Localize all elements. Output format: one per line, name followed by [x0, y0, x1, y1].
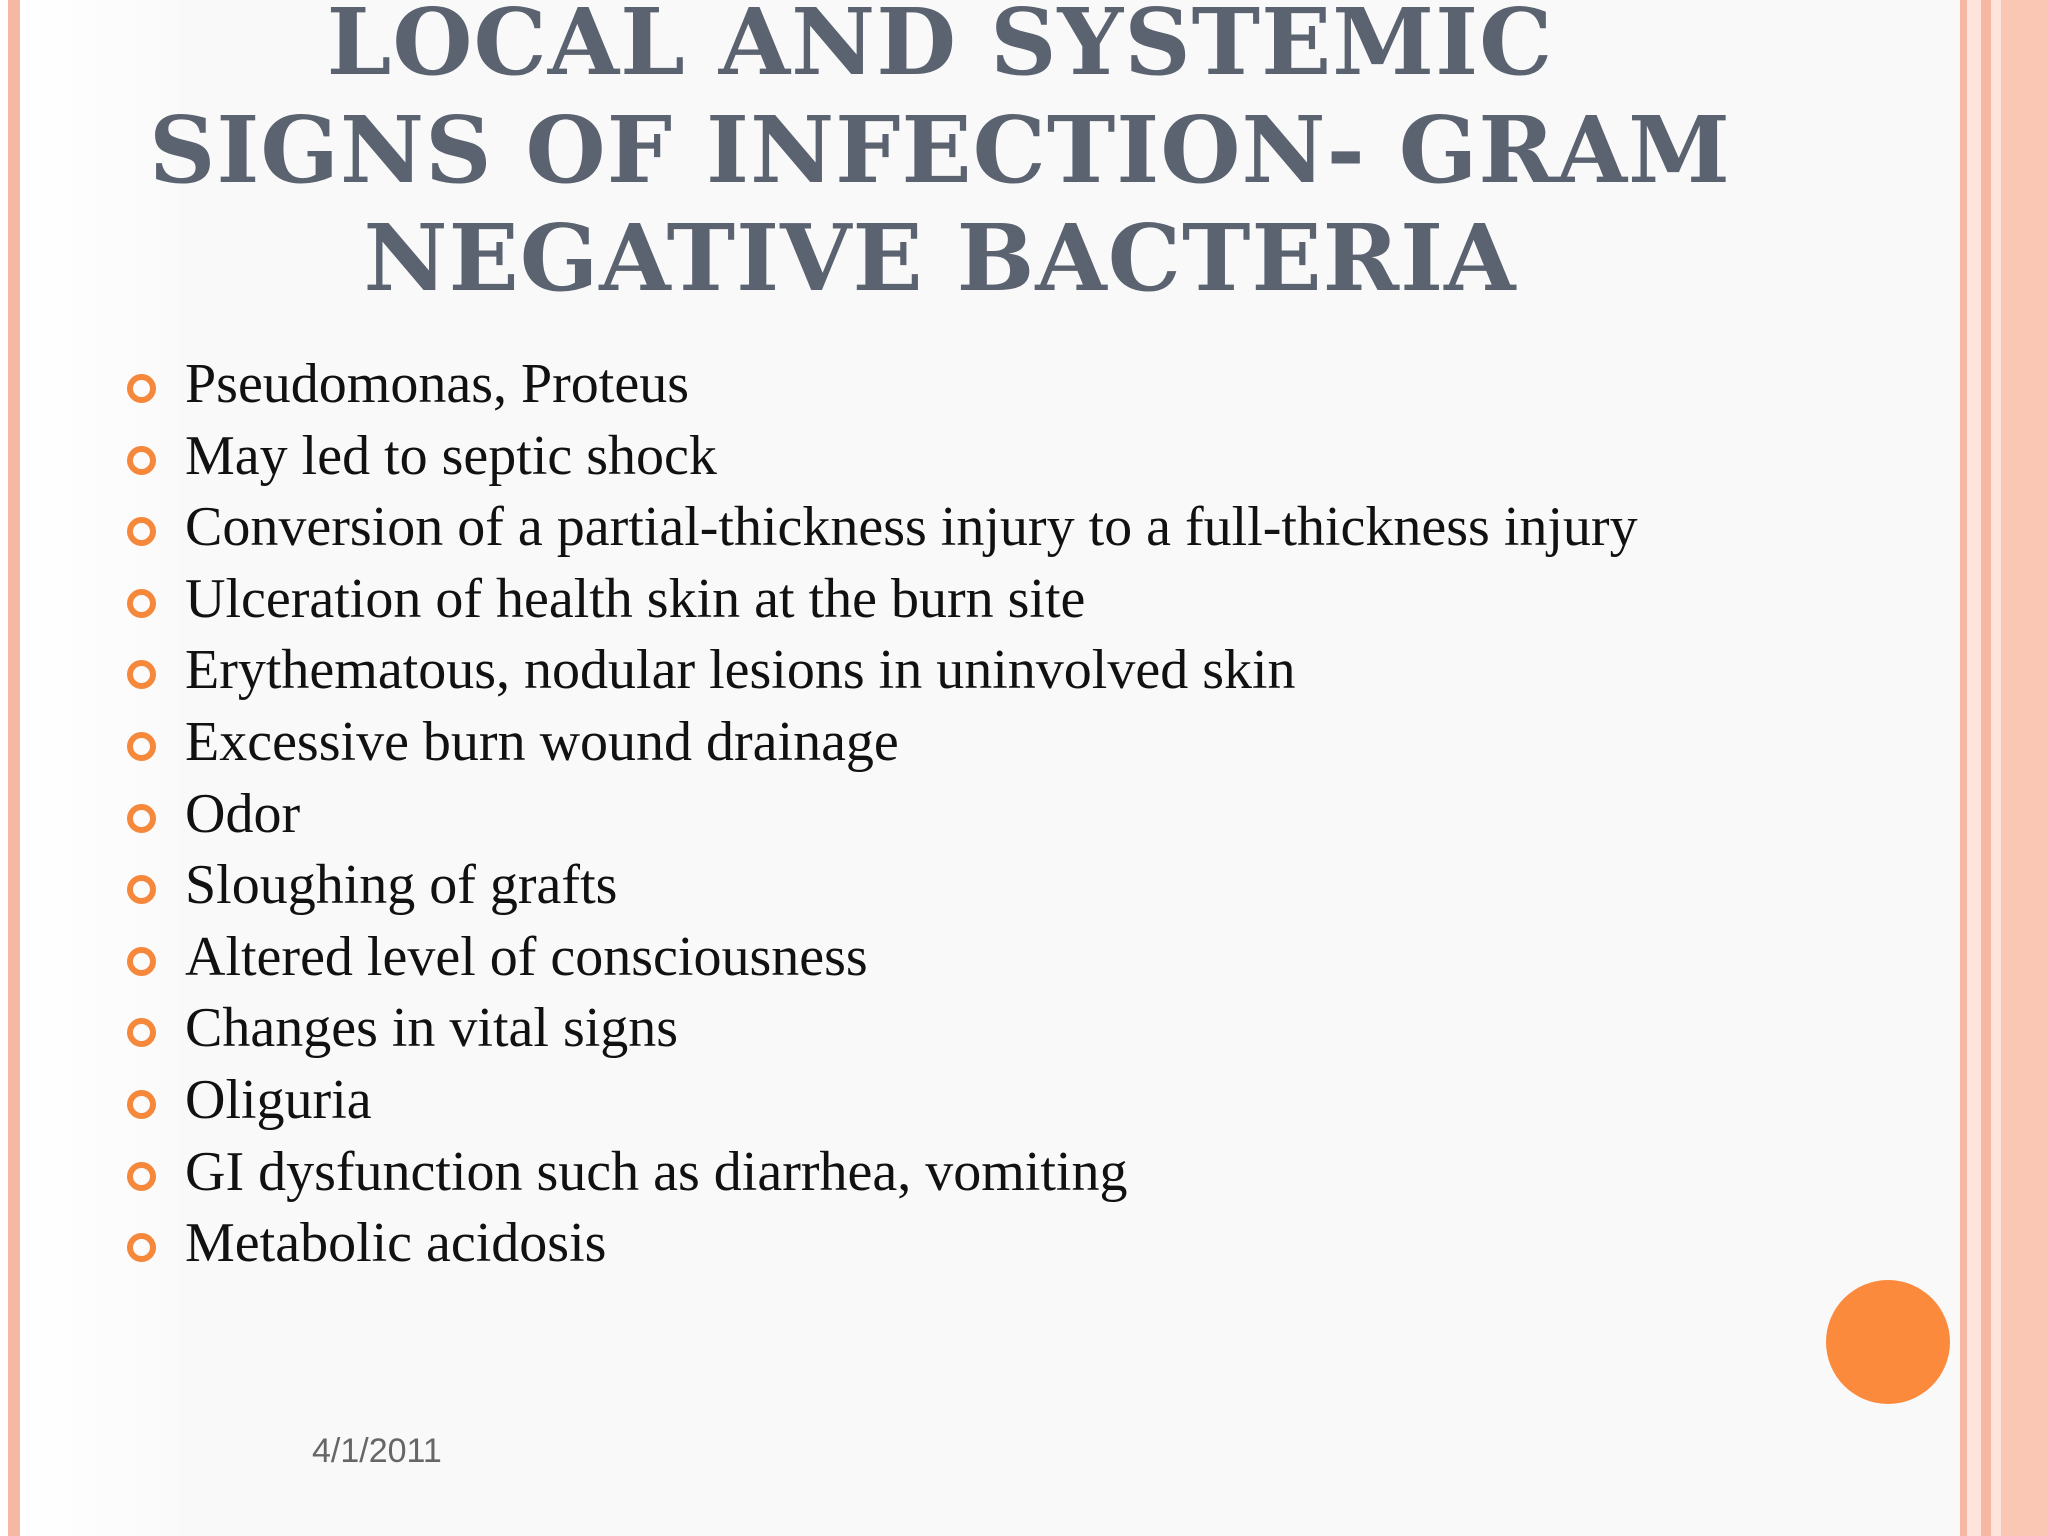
bullet-item [125, 1068, 1885, 1131]
bullet-item [125, 710, 1885, 773]
left-border-stripe [8, 0, 20, 1536]
bullet-item [125, 353, 1885, 415]
bullet-item [125, 424, 1885, 487]
hollow-circle-bullet-icon [127, 1090, 156, 1119]
bullet-text: GI dysfunction such as diarrhea, vomiting [185, 1140, 1128, 1203]
right-border-stripe [1981, 0, 1991, 1536]
slide-date: 4/1/2011 [312, 1432, 442, 1470]
hollow-circle-bullet-icon [127, 1018, 156, 1047]
bullet-text: Oliguria [185, 1068, 372, 1131]
hollow-circle-bullet-icon [127, 1162, 156, 1191]
bullet-item [125, 1140, 1885, 1203]
hollow-circle-bullet-icon [127, 947, 156, 976]
bullet-item [125, 496, 1885, 559]
bullet-text: Metabolic acidosis [185, 1212, 607, 1275]
bullet-text: Excessive burn wound drainage [185, 710, 899, 773]
hollow-circle-bullet-icon [127, 804, 156, 833]
bullet-item [125, 782, 1885, 845]
hollow-circle-bullet-icon [127, 732, 156, 761]
slide-title: LOCAL AND SYSTEMIC SIGNS OF INFECTION- GRAM NEGATIVE BACTERIA [148, 0, 1732, 312]
bullet-text: Erythematous, nodular lesions in uninvolved skin [185, 639, 1296, 702]
bullet-item [125, 1212, 1885, 1275]
bullet-text: Changes in vital signs [185, 997, 679, 1060]
right-border-stripe [1960, 0, 1967, 1536]
bullet-text: Conversion of a partial-thickness injury to a full-thickness injury [185, 496, 1638, 559]
right-border-gap [1967, 0, 1981, 1536]
bullet-text: Altered level of consciousness [185, 925, 868, 988]
hollow-circle-bullet-icon [127, 589, 156, 618]
bullet-item [125, 854, 1885, 917]
right-border-gap [1991, 0, 2001, 1536]
bullet-item [125, 567, 1885, 630]
orange-circle-decoration [1826, 1280, 1950, 1404]
bullet-item [125, 925, 1885, 988]
hollow-circle-bullet-icon [127, 1233, 156, 1262]
right-border-band [2001, 0, 2048, 1536]
hollow-circle-bullet-icon [127, 374, 156, 403]
hollow-circle-bullet-icon [127, 660, 156, 689]
bullet-list [125, 353, 1885, 1289]
hollow-circle-bullet-icon [127, 875, 156, 904]
bullet-text: Pseudomonas, Proteus [185, 353, 689, 415]
bullet-text: Odor [185, 782, 301, 845]
bullet-item [125, 997, 1885, 1060]
hollow-circle-bullet-icon [127, 446, 156, 475]
bullet-text: Ulceration of health skin at the burn site [185, 567, 1086, 630]
bullet-text: May led to septic shock [185, 424, 717, 487]
bullet-item [125, 639, 1885, 702]
hollow-circle-bullet-icon [127, 517, 156, 546]
bullet-text: Sloughing of grafts [185, 854, 618, 917]
